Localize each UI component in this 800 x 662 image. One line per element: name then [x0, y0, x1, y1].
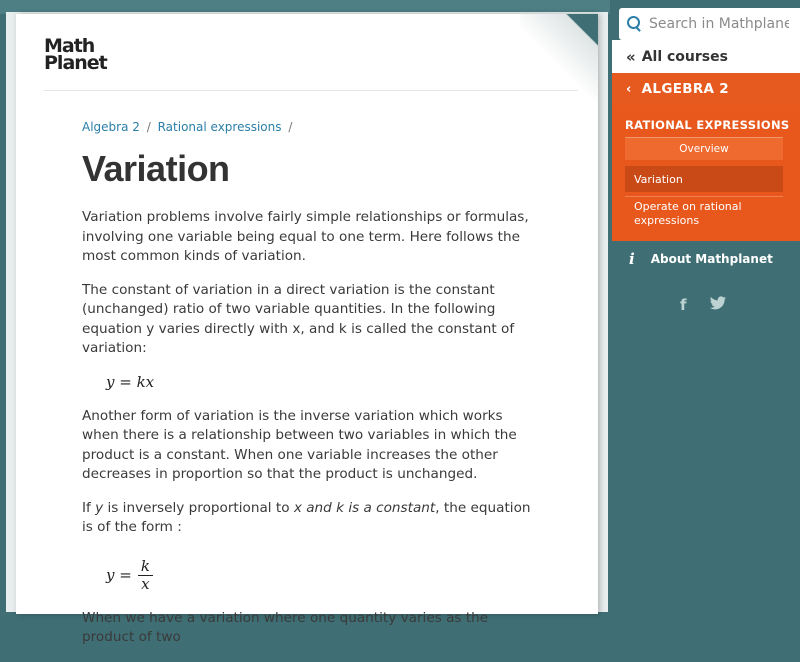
about-mathplanet-link[interactable] — [612, 244, 800, 274]
mathplanet-logo[interactable] — [44, 35, 114, 74]
equation-lhs: y = — [106, 566, 132, 584]
breadcrumb — [82, 120, 537, 134]
logo-line-1: Math — [44, 35, 95, 57]
header-divider — [44, 90, 578, 91]
nav-item-operate-rational-expressions[interactable]: Operate on rational expressions — [625, 196, 783, 232]
paragraph-inverse-variation: Another form of variation is the inverse variation which works when there is a relationship between two variables in which the product is a constant. When one variable increases the other decreases in proportion so that the product is unchanged. — [82, 407, 517, 482]
page-title: Variation — [82, 148, 230, 189]
nav-item-overview[interactable]: Overview — [625, 137, 783, 160]
course-label: ALGEBRA 2 — [641, 81, 729, 97]
breadcrumb-algebra-2[interactable]: Algebra 2 — [82, 120, 140, 134]
course-algebra-2-link[interactable] — [612, 73, 800, 105]
info-icon: i — [629, 250, 635, 268]
fraction-denominator: x — [141, 574, 150, 593]
search-input[interactable] — [647, 15, 791, 33]
text-italic-y: y — [95, 499, 104, 516]
text-italic-phrase: x and k is a constant — [293, 499, 436, 516]
fraction-numerator: k — [138, 558, 153, 576]
nav-item-variation[interactable]: Variation — [625, 166, 783, 192]
double-chevron-left-icon: « — [626, 47, 636, 66]
equation-direct-variation: y = kx — [106, 372, 155, 391]
search-box[interactable] — [619, 8, 800, 40]
section-title: RATIONAL EXPRESSIONS — [625, 118, 790, 132]
breadcrumb-rational-expressions[interactable]: Rational expressions — [157, 120, 282, 134]
search-icon[interactable] — [627, 16, 643, 32]
text-segment: , the equation is of the form : — [82, 499, 531, 535]
equation-inverse-variation — [106, 558, 153, 593]
twitter-bird-shape — [709, 296, 727, 310]
twitter-icon[interactable] — [709, 296, 727, 314]
text-segment: is inversely proportional to — [103, 499, 294, 516]
text-segment: If — [82, 499, 96, 516]
breadcrumb-separator: / — [146, 120, 151, 134]
breadcrumb-separator: / — [288, 120, 293, 134]
logo-line-2: Planet — [44, 52, 107, 74]
paragraph-direct-variation: The constant of variation in a direct variation is the constant (unchanged) ratio of two variable quantities. In the following equation y varies directly with x, and k is called the constant of variation: — [82, 281, 515, 356]
paragraph-intro: Variation problems involve fairly simple relationships or formulas, involving one variable being equal to one term. Here follows the most common kinds of variation. — [82, 209, 529, 264]
paragraph-joint-variation: When we have a variation where one quantity varies as the product of two — [82, 609, 489, 645]
fraction — [138, 558, 153, 593]
about-label: About Mathplanet — [650, 252, 773, 266]
facebook-icon[interactable]: f — [680, 296, 687, 314]
page-curl — [520, 14, 598, 106]
chevron-left-icon: ‹ — [626, 81, 632, 97]
social-links — [680, 296, 727, 314]
all-courses-link[interactable] — [612, 40, 800, 73]
paragraph-inverse-form — [82, 499, 537, 538]
article-content — [82, 120, 537, 662]
all-courses-label: All courses — [641, 48, 728, 65]
